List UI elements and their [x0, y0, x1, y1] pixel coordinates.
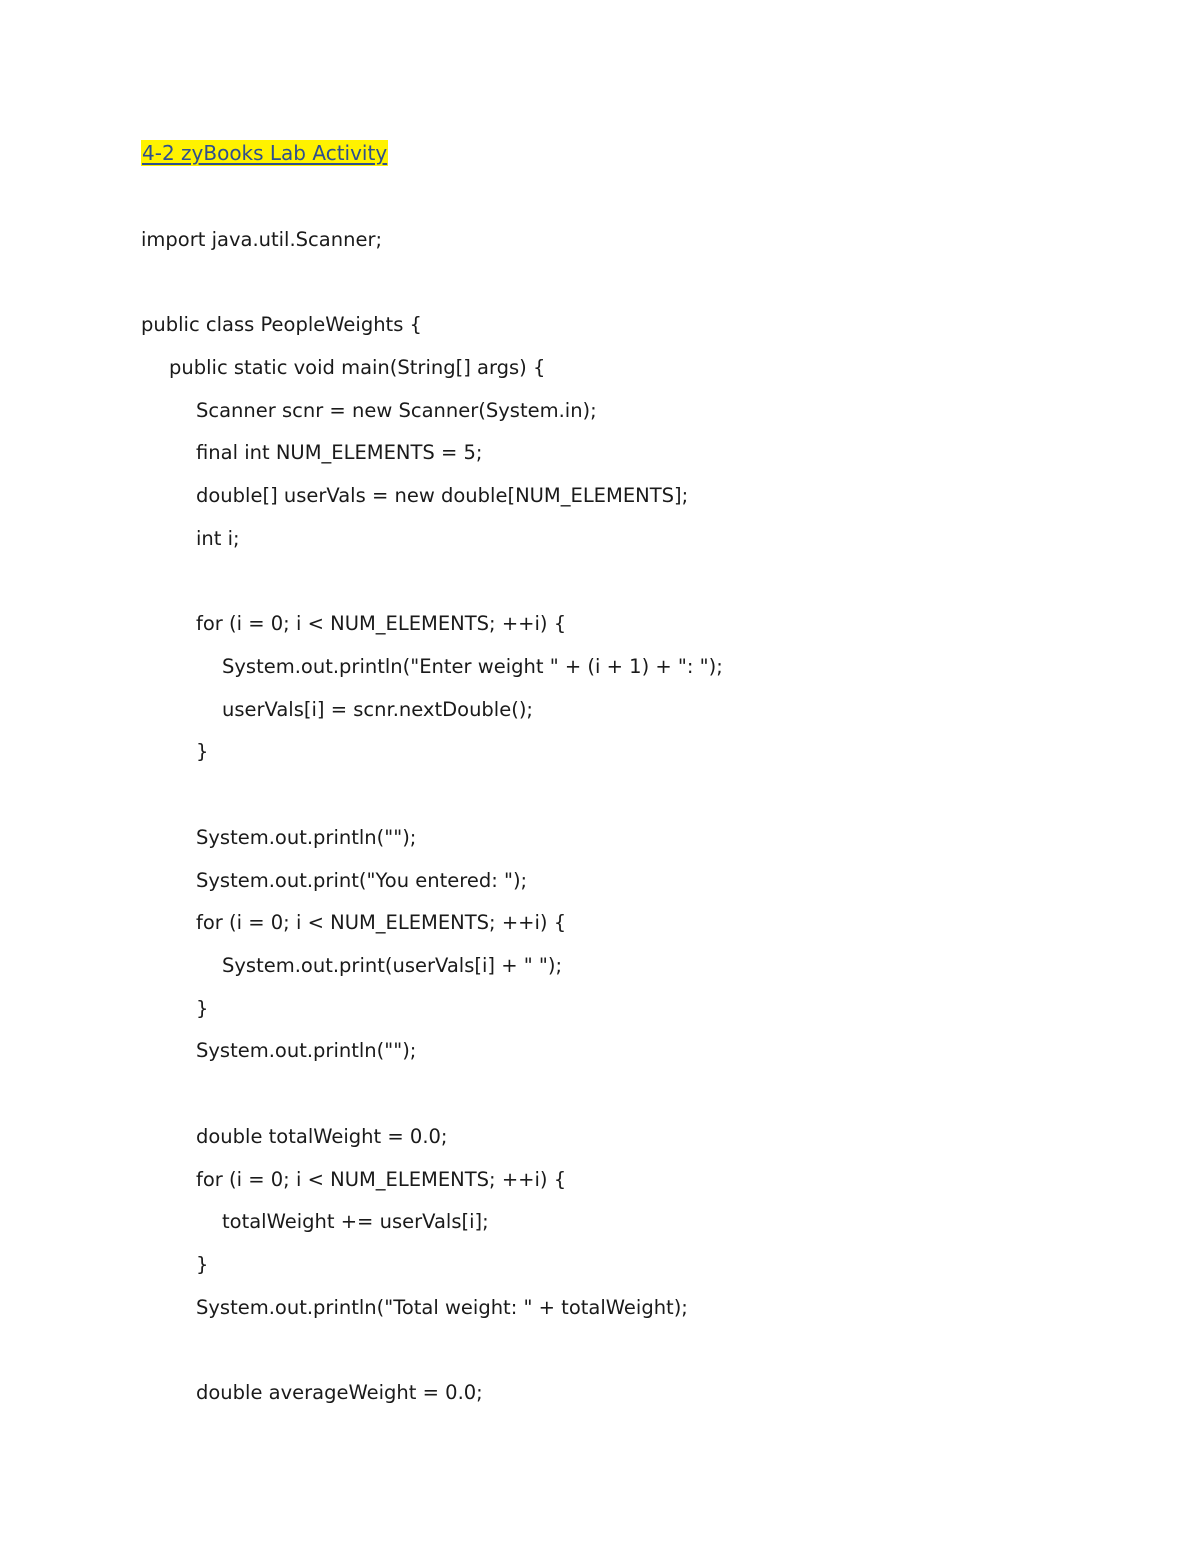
code-line-for-loop-total: for (i = 0; i < NUM_ELEMENTS; ++i) {	[196, 1168, 567, 1191]
code-line-close-brace: }	[196, 740, 209, 763]
code-line-accumulate: totalWeight += userVals[i];	[222, 1210, 489, 1233]
code-line-for-loop-print: for (i = 0; i < NUM_ELEMENTS; ++i) {	[196, 911, 567, 934]
code-line-print-entered: System.out.print("You entered: ");	[196, 869, 528, 892]
code-line-total-weight-init: double totalWeight = 0.0;	[196, 1125, 448, 1148]
code-line-for-loop-input: for (i = 0; i < NUM_ELEMENTS; ++i) {	[196, 612, 567, 635]
code-line-int-i: int i;	[196, 527, 240, 550]
code-line-scanner: Scanner scnr = new Scanner(System.in);	[196, 399, 597, 422]
code-line-import: import java.util.Scanner;	[141, 228, 383, 251]
code-line-read-double: userVals[i] = scnr.nextDouble();	[222, 698, 534, 721]
code-line-average-weight-init: double averageWeight = 0.0;	[196, 1381, 483, 1404]
code-line-println-empty: System.out.println("");	[196, 1039, 417, 1062]
document-heading-link[interactable]: 4-2 zyBooks Lab Activity	[142, 141, 388, 165]
code-line-close-brace: }	[196, 1253, 209, 1276]
code-line-main-method: public static void main(String[] args) {	[169, 356, 546, 379]
code-line-print-total: System.out.println("Total weight: " + totalWeight);	[196, 1296, 688, 1319]
code-line-println-empty: System.out.println("");	[196, 826, 417, 849]
code-line-print-value: System.out.print(userVals[i] + " ");	[222, 954, 563, 977]
code-line-num-elements: final int NUM_ELEMENTS = 5;	[196, 441, 483, 464]
code-line-enter-weight: System.out.println("Enter weight " + (i + 1) + ": ");	[222, 655, 723, 678]
code-line-user-vals: double[] userVals = new double[NUM_ELEMENTS];	[196, 484, 689, 507]
code-line-close-brace: }	[196, 997, 209, 1020]
code-line-class-declaration: public class PeopleWeights {	[141, 313, 422, 336]
